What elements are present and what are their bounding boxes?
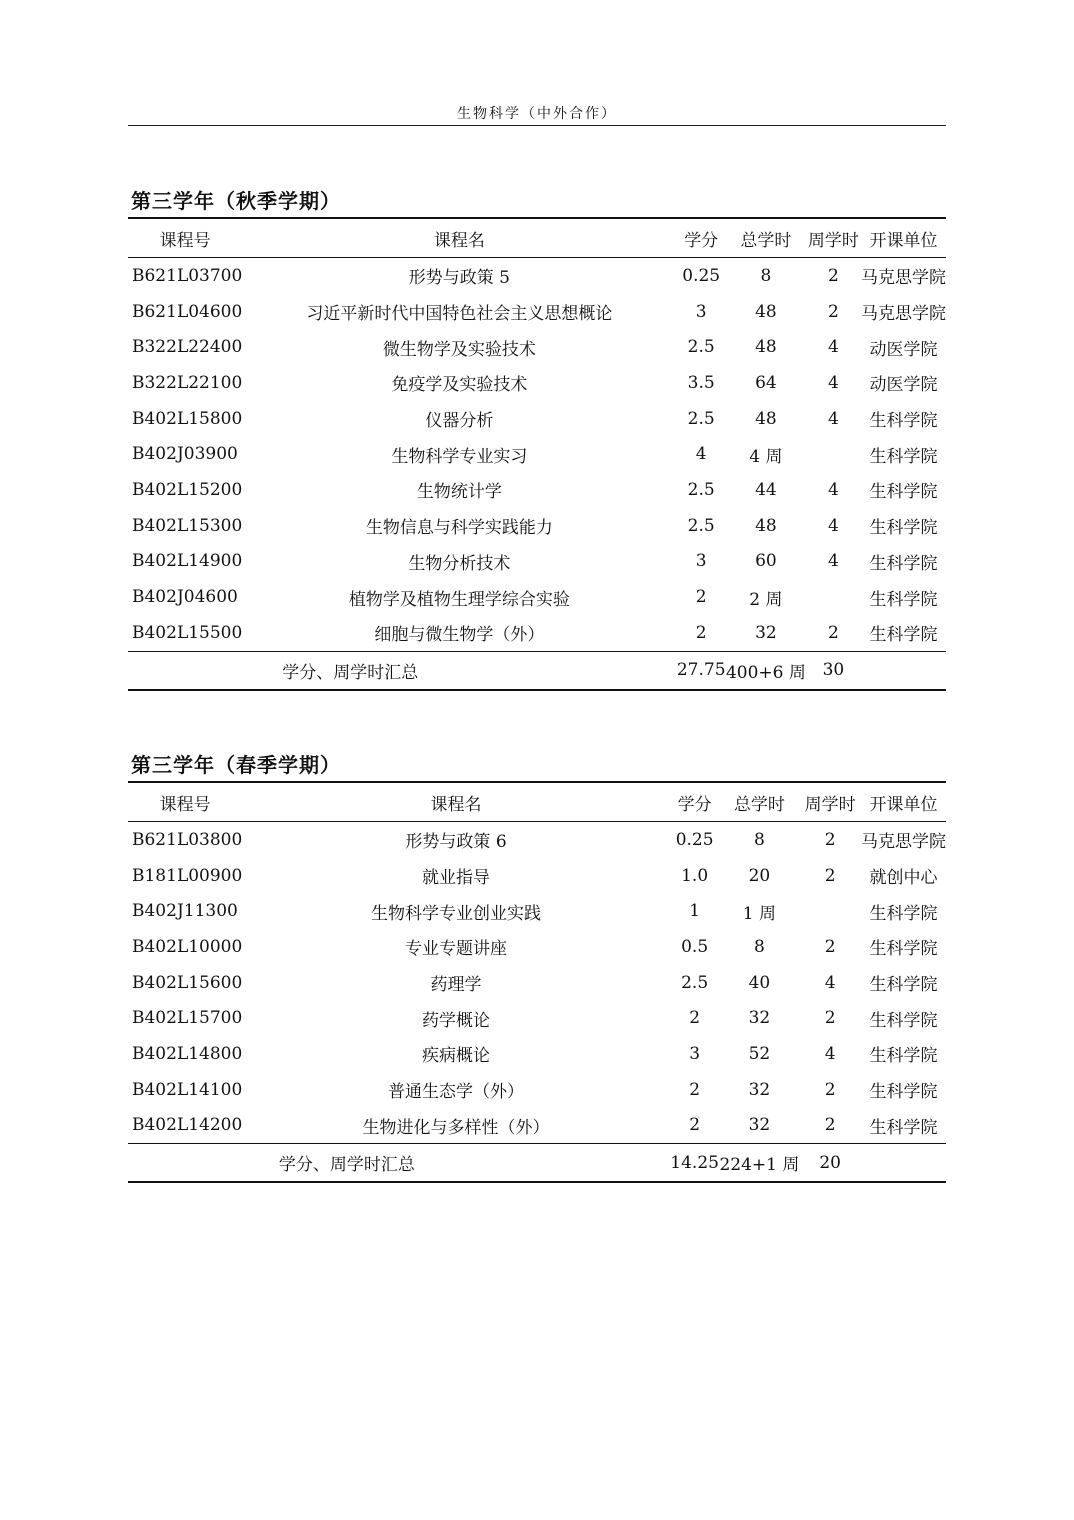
- course-weekly-hours: 2: [828, 622, 839, 643]
- course-weekly-hours: 2: [824, 936, 836, 957]
- summary-label: 学分、周学时汇总: [278, 1155, 415, 1176]
- course-code: B621L03800: [132, 829, 243, 850]
- course-credit: 2.5: [681, 972, 709, 993]
- col-header-name: 课程名: [433, 230, 485, 251]
- course-credit: 2.5: [687, 479, 715, 500]
- course-code: B402L15500: [132, 622, 243, 643]
- summary-dept: [861, 1144, 946, 1183]
- summary-hours: 224+1 周: [719, 1155, 800, 1176]
- course-department: 生科学院: [869, 1046, 938, 1067]
- course-credit: 2.5: [687, 515, 715, 536]
- col-header-name: 课程名: [430, 794, 482, 815]
- course-name: 生物科学专业实习: [391, 446, 528, 467]
- course-total-hours: 20: [748, 865, 771, 886]
- course-credit: 1: [689, 901, 701, 922]
- course-weekly-hours: 2: [824, 1079, 836, 1100]
- course-credit: 1.0: [681, 865, 709, 886]
- course-code: B181L00900: [132, 865, 243, 886]
- col-header-hours: 总学时: [733, 794, 785, 815]
- table-row: [128, 615, 946, 651]
- course-name: 免疫学及实验技术: [391, 375, 528, 396]
- course-weekly-hours: 4: [828, 337, 839, 358]
- course-department: 生科学院: [869, 903, 938, 924]
- course-credit: 2: [695, 587, 707, 608]
- table-row: [128, 472, 946, 508]
- course-total-hours: 44: [755, 479, 777, 500]
- table-row: [128, 508, 946, 544]
- course-name: 细胞与微生物学（外）: [374, 625, 545, 646]
- table-row: [128, 401, 946, 437]
- course-total-hours: 4 周: [749, 446, 783, 467]
- course-weekly-hours: [806, 579, 861, 615]
- col-header-code: 课程号: [159, 230, 211, 251]
- course-department: 生科学院: [869, 589, 938, 610]
- course-weekly-hours: 2: [828, 265, 839, 286]
- course-name: 就业指导: [422, 868, 491, 889]
- col-header-dept: 开课单位: [869, 230, 938, 251]
- table-row: [128, 893, 946, 929]
- course-weekly-hours: 4: [828, 551, 839, 572]
- course-code: B402L15200: [132, 479, 243, 500]
- col-header-weekly: 周学时: [807, 230, 859, 251]
- table-row: [128, 329, 946, 365]
- course-department: 动医学院: [869, 375, 938, 396]
- course-weekly-hours: 4: [828, 479, 839, 500]
- course-total-hours: 48: [755, 301, 777, 322]
- course-code: B621L04600: [132, 301, 243, 322]
- course-code: B621L03700: [132, 265, 243, 286]
- course-weekly-hours: 2: [824, 865, 836, 886]
- course-department: 就创中心: [869, 868, 938, 889]
- table-row: [128, 294, 946, 330]
- course-name: 普通生态学（外）: [388, 1082, 525, 1103]
- course-code: B402L15700: [132, 1008, 243, 1029]
- table-row: [128, 929, 946, 965]
- course-department: 生科学院: [869, 1082, 938, 1103]
- table-header-row: [128, 218, 946, 258]
- course-department: 生科学院: [869, 625, 938, 646]
- summary-credit: 27.75: [676, 660, 726, 681]
- table-row: [128, 544, 946, 580]
- course-name: 专业专题讲座: [405, 939, 508, 960]
- course-name: 习近平新时代中国特色社会主义思想概论: [306, 304, 613, 325]
- summary-dept: [861, 651, 946, 690]
- table-row: [128, 965, 946, 1001]
- course-credit: 3: [695, 301, 707, 322]
- course-total-hours: 1 周: [742, 903, 777, 924]
- summary-weekly: 30: [822, 660, 845, 681]
- course-credit: 2.5: [687, 408, 715, 429]
- table-row: [128, 1072, 946, 1108]
- course-weekly-hours: 4: [828, 515, 839, 536]
- course-name: 生物科学专业创业实践: [371, 903, 542, 924]
- course-weekly-hours: 2: [824, 1115, 836, 1136]
- course-code: B402L14900: [132, 551, 243, 572]
- course-total-hours: 40: [748, 972, 771, 993]
- col-header-credit: 学分: [677, 794, 712, 815]
- course-department: 马克思学院: [861, 304, 946, 325]
- course-credit: 0.5: [681, 936, 709, 957]
- course-name: 形势与政策 5: [408, 268, 510, 289]
- col-header-code: 课程号: [159, 794, 211, 815]
- summary-label: 学分、周学时汇总: [282, 662, 419, 683]
- course-total-hours: 64: [755, 372, 777, 393]
- col-header-weekly: 周学时: [804, 794, 856, 815]
- course-credit: 0.25: [675, 829, 714, 850]
- course-code: B402J11300: [132, 901, 238, 922]
- course-total-hours: 32: [748, 1008, 771, 1029]
- course-credit: 2.5: [687, 337, 715, 358]
- summary-hours: 400+6 周: [725, 662, 806, 683]
- course-weekly-hours: [806, 436, 861, 472]
- course-code: B402L14200: [132, 1115, 243, 1136]
- course-code: B322L22100: [132, 372, 243, 393]
- course-department: 生科学院: [869, 411, 938, 432]
- course-credit: 2: [689, 1079, 701, 1100]
- course-code: B322L22400: [132, 337, 243, 358]
- course-name: 仪器分析: [425, 411, 494, 432]
- course-department: 生科学院: [869, 482, 938, 503]
- course-total-hours: 32: [755, 622, 777, 643]
- course-name: 形势与政策 6: [405, 832, 507, 853]
- table-row: [128, 1036, 946, 1072]
- table-row: [128, 579, 946, 615]
- course-weekly-hours: 4: [828, 408, 839, 429]
- course-department: 生科学院: [869, 518, 938, 539]
- course-department: 马克思学院: [861, 832, 946, 853]
- course-credit: 2: [689, 1115, 701, 1136]
- col-header-hours: 总学时: [740, 230, 792, 251]
- summary-row: [128, 1144, 946, 1183]
- table-row: [128, 1000, 946, 1036]
- course-name: 生物信息与科学实践能力: [365, 518, 553, 539]
- course-name: 生物分析技术: [408, 553, 511, 574]
- course-credit: 3.5: [687, 372, 715, 393]
- summary-weekly: 20: [819, 1152, 841, 1173]
- summary-row: [128, 651, 946, 690]
- autumn-course-table: [128, 217, 946, 691]
- header-divider: [128, 125, 946, 126]
- course-code: B402L14100: [132, 1079, 243, 1100]
- summary-credit: 14.25: [670, 1152, 719, 1173]
- course-name: 药学概论: [422, 1010, 491, 1031]
- spring-course-table: [128, 781, 946, 1183]
- course-code: B402J04600: [132, 587, 238, 608]
- course-credit: 2: [695, 622, 707, 643]
- course-weekly-hours: 4: [828, 372, 839, 393]
- course-credit: 3: [695, 551, 707, 572]
- course-weekly-hours: 4: [824, 972, 836, 993]
- table-row: [128, 1108, 946, 1144]
- course-weekly-hours: 2: [828, 301, 839, 322]
- course-name: 植物学及植物生理学综合实验: [348, 589, 570, 610]
- course-total-hours: 48: [755, 408, 777, 429]
- table-row: [128, 258, 946, 294]
- course-code: B402J03900: [132, 444, 238, 465]
- course-total-hours: 48: [755, 337, 777, 358]
- course-code: B402L10000: [132, 936, 243, 957]
- course-name: 生物进化与多样性（外）: [362, 1117, 550, 1138]
- course-total-hours: 8: [760, 265, 772, 286]
- course-department: 生科学院: [869, 1117, 938, 1138]
- course-code: B402L15300: [132, 515, 243, 536]
- course-department: 动医学院: [869, 339, 938, 360]
- course-total-hours: 32: [748, 1115, 771, 1136]
- page-header-title: 生物科学（中外合作）: [457, 106, 617, 122]
- course-total-hours: 52: [748, 1043, 771, 1064]
- autumn-section-title: 第三学年（秋季学期）: [131, 189, 341, 213]
- course-department: 生科学院: [869, 553, 938, 574]
- course-code: B402L15600: [132, 972, 243, 993]
- course-code: B402L15800: [132, 408, 243, 429]
- course-credit: 4: [695, 444, 707, 465]
- course-department: 生科学院: [869, 446, 938, 467]
- course-credit: 2: [689, 1008, 701, 1029]
- table-row: [128, 822, 946, 858]
- course-code: B402L14800: [132, 1043, 243, 1064]
- course-name: 微生物学及实验技术: [382, 339, 536, 360]
- course-name: 药理学: [430, 975, 482, 996]
- spring-section-title: 第三学年（春季学期）: [131, 753, 341, 777]
- table-header-row: [128, 782, 946, 822]
- table-row: [128, 365, 946, 401]
- course-weekly-hours: 4: [824, 1043, 836, 1064]
- course-total-hours: 32: [748, 1079, 771, 1100]
- table-row: [128, 436, 946, 472]
- course-weekly-hours: 2: [824, 829, 836, 850]
- course-total-hours: 8: [753, 936, 765, 957]
- course-weekly-hours: 2: [824, 1008, 836, 1029]
- course-total-hours: 60: [755, 551, 777, 572]
- course-weekly-hours: [799, 893, 861, 929]
- course-total-hours: 8: [753, 829, 765, 850]
- course-credit: 3: [689, 1043, 701, 1064]
- course-department: 生科学院: [869, 939, 938, 960]
- course-department: 生科学院: [869, 975, 938, 996]
- course-department: 马克思学院: [861, 268, 946, 289]
- col-header-dept: 开课单位: [869, 794, 938, 815]
- course-department: 生科学院: [869, 1010, 938, 1031]
- course-name: 疾病概论: [422, 1046, 491, 1067]
- table-row: [128, 858, 946, 894]
- course-total-hours: 2 周: [749, 589, 783, 610]
- col-header-credit: 学分: [684, 230, 719, 251]
- course-credit: 0.25: [682, 265, 721, 286]
- course-name: 生物统计学: [416, 482, 502, 503]
- course-total-hours: 48: [755, 515, 777, 536]
